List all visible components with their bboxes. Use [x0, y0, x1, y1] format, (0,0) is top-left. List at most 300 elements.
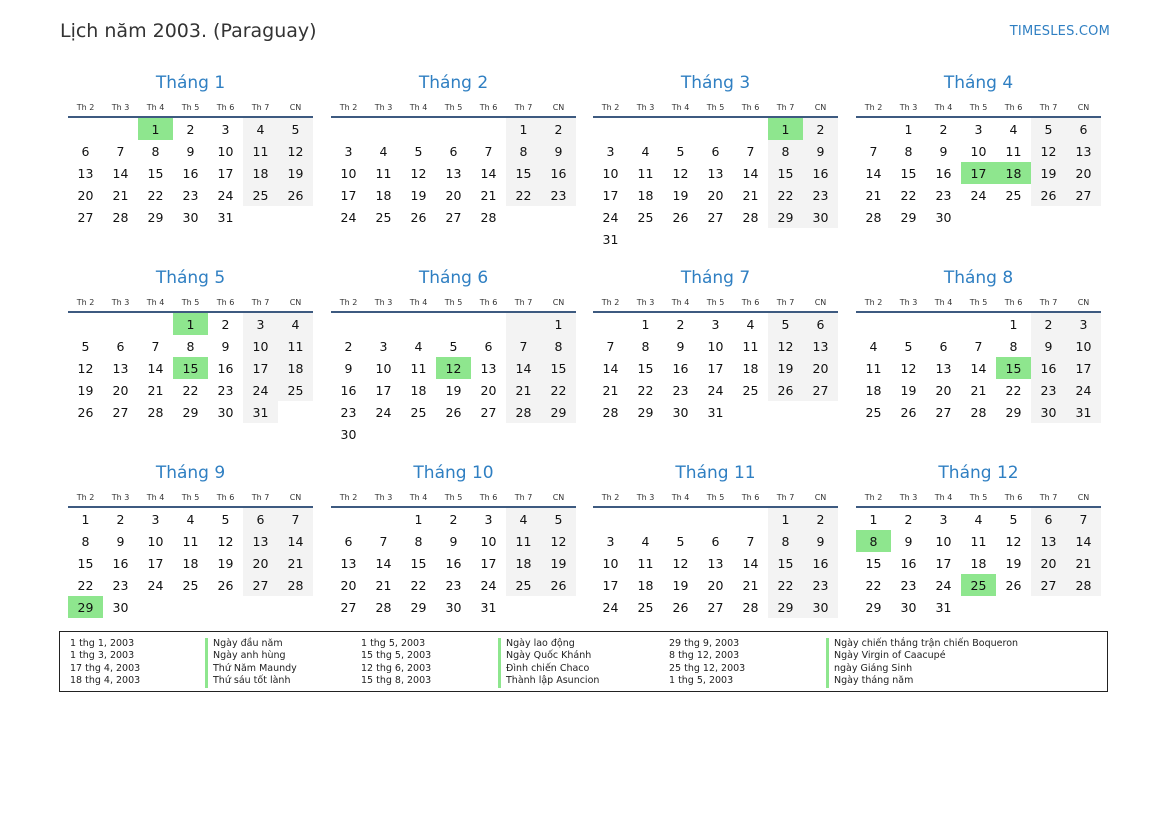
day-cell: 28	[970, 404, 987, 420]
day-cell: 1	[869, 511, 878, 527]
empty-cell	[103, 117, 138, 140]
weekday-header: Th 7	[506, 488, 541, 507]
empty-cell	[926, 312, 961, 335]
day-cell: 29	[147, 209, 164, 225]
legend-date: 1 thg 3, 2003	[70, 650, 135, 662]
month-grid	[593, 293, 838, 423]
month-6	[331, 267, 576, 445]
day-cell: 9	[344, 360, 353, 376]
day-cell: 21	[480, 187, 497, 203]
empty-cell	[1031, 596, 1066, 618]
day-cell: 1	[414, 511, 423, 527]
empty-cell	[541, 423, 576, 445]
empty-cell	[173, 596, 208, 618]
day-cell: 1	[1009, 316, 1018, 332]
day-cell: 30	[935, 209, 952, 225]
day-cell: 28	[147, 404, 164, 420]
weekday-header: CN	[278, 98, 313, 117]
day-cell: 9	[541, 140, 576, 162]
empty-cell	[331, 117, 366, 140]
weekday-header: Th 5	[961, 293, 996, 312]
day-cell: 25	[637, 209, 654, 225]
day-cell: 5	[414, 143, 423, 159]
day-cell: 26	[410, 209, 427, 225]
day-cell: 16	[803, 162, 838, 184]
weekday-header: Th 3	[103, 293, 138, 312]
empty-cell	[208, 596, 243, 618]
empty-cell	[733, 117, 768, 140]
day-cell: 1	[904, 121, 913, 137]
month-grid	[331, 488, 576, 618]
day-cell: 25	[637, 599, 654, 615]
day-cell: 13	[1031, 530, 1066, 552]
day-cell: 5	[81, 338, 90, 354]
weekday-header: Th 5	[961, 488, 996, 507]
empty-cell	[628, 117, 663, 140]
day-cell: 6	[711, 143, 720, 159]
day-cell: 24	[707, 382, 724, 398]
day-cell: 4	[186, 511, 195, 527]
day-cell: 5	[278, 117, 313, 140]
day-cell: 20	[340, 577, 357, 593]
day-cell: 6	[243, 507, 278, 530]
day-cell: 19	[445, 382, 462, 398]
day-cell: 12	[672, 555, 689, 571]
day-cell: 11	[1005, 143, 1022, 159]
day-cell: 11	[865, 360, 882, 376]
day-cell: 28	[375, 599, 392, 615]
day-cell: 29	[900, 209, 917, 225]
weekday-header: Th 7	[243, 293, 278, 312]
day-cell: 2	[803, 117, 838, 140]
weekday-header: CN	[1066, 98, 1101, 117]
day-cell: 9	[1031, 335, 1066, 357]
weekday-header: Th 5	[698, 488, 733, 507]
day-cell: 4	[974, 511, 983, 527]
empty-cell	[366, 312, 401, 335]
day-cell: 8	[151, 143, 160, 159]
empty-cell	[471, 117, 506, 140]
day-cell: 12	[278, 140, 313, 162]
month-title: Tháng 5	[155, 268, 226, 288]
day-cell: 6	[484, 338, 493, 354]
month-5	[68, 267, 313, 423]
day-cell: 15	[410, 555, 427, 571]
day-cell: 19	[900, 382, 917, 398]
day-cell: 17	[217, 165, 234, 181]
day-cell: 16	[672, 360, 689, 376]
weekday-header: Th 3	[628, 488, 663, 507]
empty-cell	[366, 117, 401, 140]
day-cell: 25	[278, 379, 313, 401]
weekday-header: Th 4	[401, 488, 436, 507]
day-cell: 2	[186, 121, 195, 137]
legend-names-column	[205, 638, 297, 688]
weekday-header: Th 2	[331, 98, 366, 117]
weekday-header: Th 7	[768, 293, 803, 312]
day-cell: 26	[445, 404, 462, 420]
day-cell: 3	[151, 511, 160, 527]
day-cell: 7	[974, 338, 983, 354]
legend-holiday-name: Ngày anh hùng	[205, 650, 297, 662]
weekday-header: Th 7	[1031, 98, 1066, 117]
legend-holiday-name: Thứ sáu tốt lành	[205, 675, 297, 687]
day-cell: 10	[340, 165, 357, 181]
day-cell: 14	[278, 530, 313, 552]
day-cell: 18	[742, 360, 759, 376]
legend-holiday-name: Ngày lao động	[498, 638, 599, 650]
month-2	[331, 72, 576, 228]
day-cell: 4	[1009, 121, 1018, 137]
day-cell: 24	[602, 209, 619, 225]
empty-cell	[698, 228, 733, 250]
day-cell: 4	[243, 117, 278, 140]
day-cell: 12	[768, 335, 803, 357]
day-cell: 23	[445, 577, 462, 593]
day-cell: 5	[1009, 511, 1018, 527]
day-cell: 14	[970, 360, 987, 376]
empty-cell	[961, 596, 996, 618]
weekday-header: Th 5	[961, 98, 996, 117]
empty-cell	[243, 596, 278, 618]
weekday-header: Th 4	[401, 293, 436, 312]
day-cell: 1	[768, 507, 803, 530]
day-cell: 26	[278, 184, 313, 206]
day-cell: 8	[904, 143, 913, 159]
month-title: Tháng 11	[675, 463, 756, 483]
month-grid	[856, 293, 1101, 423]
day-cell: 22	[410, 577, 427, 593]
weekday-header: CN	[278, 488, 313, 507]
day-cell: 10	[480, 533, 497, 549]
day-cell: 16	[182, 165, 199, 181]
day-cell: 21	[602, 382, 619, 398]
day-cell: 2	[676, 316, 685, 332]
day-cell: 12	[1031, 140, 1066, 162]
day-cell: 15	[900, 165, 917, 181]
empty-cell	[506, 423, 541, 445]
day-cell: 24	[1066, 379, 1101, 401]
day-cell: 23	[112, 577, 129, 593]
day-cell: 2	[803, 507, 838, 530]
day-cell: 23	[340, 404, 357, 420]
holiday-day-cell: 1	[768, 117, 803, 140]
day-cell: 3	[939, 511, 948, 527]
page-title: Lịch năm 2003. (Paraguay)	[60, 20, 317, 42]
day-cell: 22	[637, 382, 654, 398]
day-cell: 16	[112, 555, 129, 571]
day-cell: 28	[865, 209, 882, 225]
day-cell: 25	[375, 209, 392, 225]
day-cell: 17	[1066, 357, 1101, 379]
empty-cell	[138, 312, 173, 335]
day-cell: 9	[803, 140, 838, 162]
day-cell: 13	[935, 360, 952, 376]
day-cell: 1	[506, 117, 541, 140]
weekday-header: Th 5	[698, 293, 733, 312]
holiday-day-cell: 18	[996, 162, 1031, 184]
weekday-header: Th 7	[768, 488, 803, 507]
day-cell: 8	[768, 140, 803, 162]
empty-cell	[996, 206, 1031, 228]
month-4	[856, 72, 1101, 228]
weekday-header: Th 2	[68, 488, 103, 507]
legend-holiday-name: Ngày đầu năm	[205, 638, 297, 650]
day-cell: 12	[217, 533, 234, 549]
day-cell: 27	[1031, 574, 1066, 596]
empty-cell	[471, 312, 506, 335]
weekday-header: Th 5	[173, 293, 208, 312]
month-title: Tháng 3	[680, 73, 751, 93]
day-cell: 6	[939, 338, 948, 354]
legend-date: 1 thg 5, 2003	[361, 638, 426, 649]
day-cell: 10	[935, 533, 952, 549]
month-title: Tháng 10	[413, 463, 494, 483]
empty-cell	[733, 228, 768, 250]
day-cell: 23	[803, 574, 838, 596]
day-cell: 7	[746, 143, 755, 159]
day-cell: 3	[606, 533, 615, 549]
day-cell: 31	[243, 401, 278, 423]
day-cell: 27	[243, 574, 278, 596]
day-cell: 30	[217, 404, 234, 420]
legend-date: 18 thg 4, 2003	[70, 675, 141, 687]
weekday-header: Th 6	[733, 98, 768, 117]
day-cell: 7	[379, 533, 388, 549]
day-cell: 3	[606, 143, 615, 159]
weekday-header: Th 3	[628, 293, 663, 312]
day-cell: 14	[865, 165, 882, 181]
day-cell: 7	[278, 507, 313, 530]
weekday-header: CN	[278, 293, 313, 312]
weekday-header: Th 2	[68, 293, 103, 312]
day-cell: 25	[1005, 187, 1022, 203]
weekday-header: Th 6	[996, 293, 1031, 312]
day-cell: 14	[1066, 530, 1101, 552]
weekday-header: Th 7	[506, 98, 541, 117]
day-cell: 20	[707, 187, 724, 203]
legend-holiday-name: Ngày chiến thắng trận chiến Boqueron	[826, 638, 1018, 650]
legend-date: 17 thg 4, 2003	[70, 662, 141, 674]
day-cell: 16	[935, 165, 952, 181]
day-cell: 4	[746, 316, 755, 332]
day-cell: 21	[742, 187, 759, 203]
day-cell: 22	[541, 379, 576, 401]
day-cell: 5	[768, 312, 803, 335]
month-3	[593, 72, 838, 250]
day-cell: 2	[1031, 312, 1066, 335]
empty-cell	[856, 312, 891, 335]
day-cell: 19	[217, 555, 234, 571]
day-cell: 7	[484, 143, 493, 159]
day-cell: 5	[1031, 117, 1066, 140]
weekday-header: Th 7	[1031, 488, 1066, 507]
day-cell: 23	[672, 382, 689, 398]
empty-cell	[663, 228, 698, 250]
weekday-header: Th 6	[208, 98, 243, 117]
day-cell: 21	[742, 577, 759, 593]
legend-holiday-name: Đình chiến Chaco	[498, 663, 599, 675]
holiday-day-cell: 15	[996, 357, 1031, 379]
day-cell: 21	[375, 577, 392, 593]
day-cell: 27	[707, 209, 724, 225]
month-12	[856, 462, 1101, 618]
day-cell: 27	[1066, 184, 1101, 206]
empty-cell	[768, 401, 803, 423]
day-cell: 30	[445, 599, 462, 615]
day-cell: 9	[449, 533, 458, 549]
day-cell: 16	[1031, 357, 1066, 379]
day-cell: 29	[637, 404, 654, 420]
day-cell: 23	[1031, 379, 1066, 401]
day-cell: 1	[641, 316, 650, 332]
weekday-header: CN	[541, 488, 576, 507]
holiday-day-cell: 12	[436, 357, 471, 379]
day-cell: 18	[243, 162, 278, 184]
day-cell: 8	[186, 338, 195, 354]
day-cell: 15	[637, 360, 654, 376]
month-title: Tháng 2	[418, 73, 489, 93]
day-cell: 18	[637, 577, 654, 593]
day-cell: 28	[112, 209, 129, 225]
month-10	[331, 462, 576, 618]
day-cell: 31	[602, 231, 619, 247]
day-cell: 23	[935, 187, 952, 203]
day-cell: 31	[707, 404, 724, 420]
empty-cell	[331, 312, 366, 335]
day-cell: 8	[414, 533, 423, 549]
day-cell: 13	[707, 165, 724, 181]
weekday-header: Th 3	[366, 293, 401, 312]
day-cell: 12	[410, 165, 427, 181]
day-cell: 20	[803, 357, 838, 379]
day-cell: 16	[541, 162, 576, 184]
weekday-header: Th 2	[856, 293, 891, 312]
weekday-header: Th 6	[471, 98, 506, 117]
day-cell: 19	[77, 382, 94, 398]
day-cell: 5	[676, 533, 685, 549]
day-cell: 21	[506, 379, 541, 401]
day-cell: 13	[112, 360, 129, 376]
weekday-header: CN	[803, 98, 838, 117]
weekday-header: Th 4	[926, 98, 961, 117]
empty-cell	[278, 401, 313, 423]
empty-cell	[366, 423, 401, 445]
legend-date: 15 thg 8, 2003	[361, 675, 432, 687]
day-cell: 25	[243, 184, 278, 206]
day-cell: 24	[340, 209, 357, 225]
day-cell: 27	[480, 404, 497, 420]
empty-cell	[243, 206, 278, 228]
day-cell: 4	[379, 143, 388, 159]
weekday-header: Th 4	[926, 293, 961, 312]
day-cell: 6	[81, 143, 90, 159]
day-cell: 2	[221, 316, 230, 332]
day-cell: 8	[641, 338, 650, 354]
day-cell: 5	[541, 507, 576, 530]
weekday-header: Th 7	[768, 98, 803, 117]
weekday-header: Th 5	[173, 488, 208, 507]
weekday-header: Th 6	[208, 293, 243, 312]
empty-cell	[891, 312, 926, 335]
day-cell: 19	[278, 162, 313, 184]
day-cell: 18	[410, 382, 427, 398]
day-cell: 17	[707, 360, 724, 376]
day-cell: 21	[147, 382, 164, 398]
weekday-header: Th 6	[471, 488, 506, 507]
weekday-header: Th 3	[366, 98, 401, 117]
empty-cell	[996, 596, 1031, 618]
day-cell: 22	[900, 187, 917, 203]
weekday-header: Th 2	[593, 98, 628, 117]
weekday-header: Th 4	[663, 98, 698, 117]
day-cell: 13	[77, 165, 94, 181]
month-grid	[593, 98, 838, 250]
day-cell: 3	[221, 121, 230, 137]
day-cell: 3	[1066, 312, 1101, 335]
day-cell: 13	[340, 555, 357, 571]
holiday-day-cell: 1	[173, 312, 208, 335]
site-link[interactable]: TIMESLES.COM	[1009, 24, 1110, 39]
day-cell: 14	[742, 555, 759, 571]
day-cell: 22	[147, 187, 164, 203]
day-cell: 4	[641, 143, 650, 159]
day-cell: 3	[711, 316, 720, 332]
day-cell: 5	[449, 338, 458, 354]
empty-cell	[1031, 206, 1066, 228]
day-cell: 21	[865, 187, 882, 203]
month-grid	[856, 98, 1101, 228]
day-cell: 19	[1005, 555, 1022, 571]
day-cell: 30	[112, 599, 129, 615]
day-cell: 24	[970, 187, 987, 203]
day-cell: 20	[480, 382, 497, 398]
weekday-header: CN	[541, 98, 576, 117]
day-cell: 24	[243, 379, 278, 401]
weekday-header: Th 5	[173, 98, 208, 117]
day-cell: 4	[278, 312, 313, 335]
day-cell: 26	[217, 577, 234, 593]
day-cell: 5	[676, 143, 685, 159]
day-cell: 26	[768, 379, 803, 401]
empty-cell	[663, 507, 698, 530]
day-cell: 28	[742, 599, 759, 615]
day-cell: 16	[445, 555, 462, 571]
day-cell: 26	[900, 404, 917, 420]
day-cell: 3	[974, 121, 983, 137]
day-cell: 25	[182, 577, 199, 593]
day-cell: 28	[602, 404, 619, 420]
weekday-header: Th 2	[331, 293, 366, 312]
day-cell: 9	[939, 143, 948, 159]
day-cell: 9	[116, 533, 125, 549]
month-7	[593, 267, 838, 423]
empty-cell	[628, 228, 663, 250]
day-cell: 13	[803, 335, 838, 357]
empty-cell	[663, 117, 698, 140]
weekday-header: Th 4	[138, 293, 173, 312]
legend-date: 29 thg 9, 2003	[669, 638, 740, 649]
weekday-header: Th 2	[593, 488, 628, 507]
day-cell: 13	[243, 530, 278, 552]
weekday-header: Th 4	[663, 488, 698, 507]
day-cell: 6	[711, 533, 720, 549]
day-cell: 12	[900, 360, 917, 376]
weekday-header: Th 7	[243, 98, 278, 117]
weekday-header: Th 6	[471, 293, 506, 312]
day-cell: 10	[147, 533, 164, 549]
day-cell: 10	[217, 143, 234, 159]
